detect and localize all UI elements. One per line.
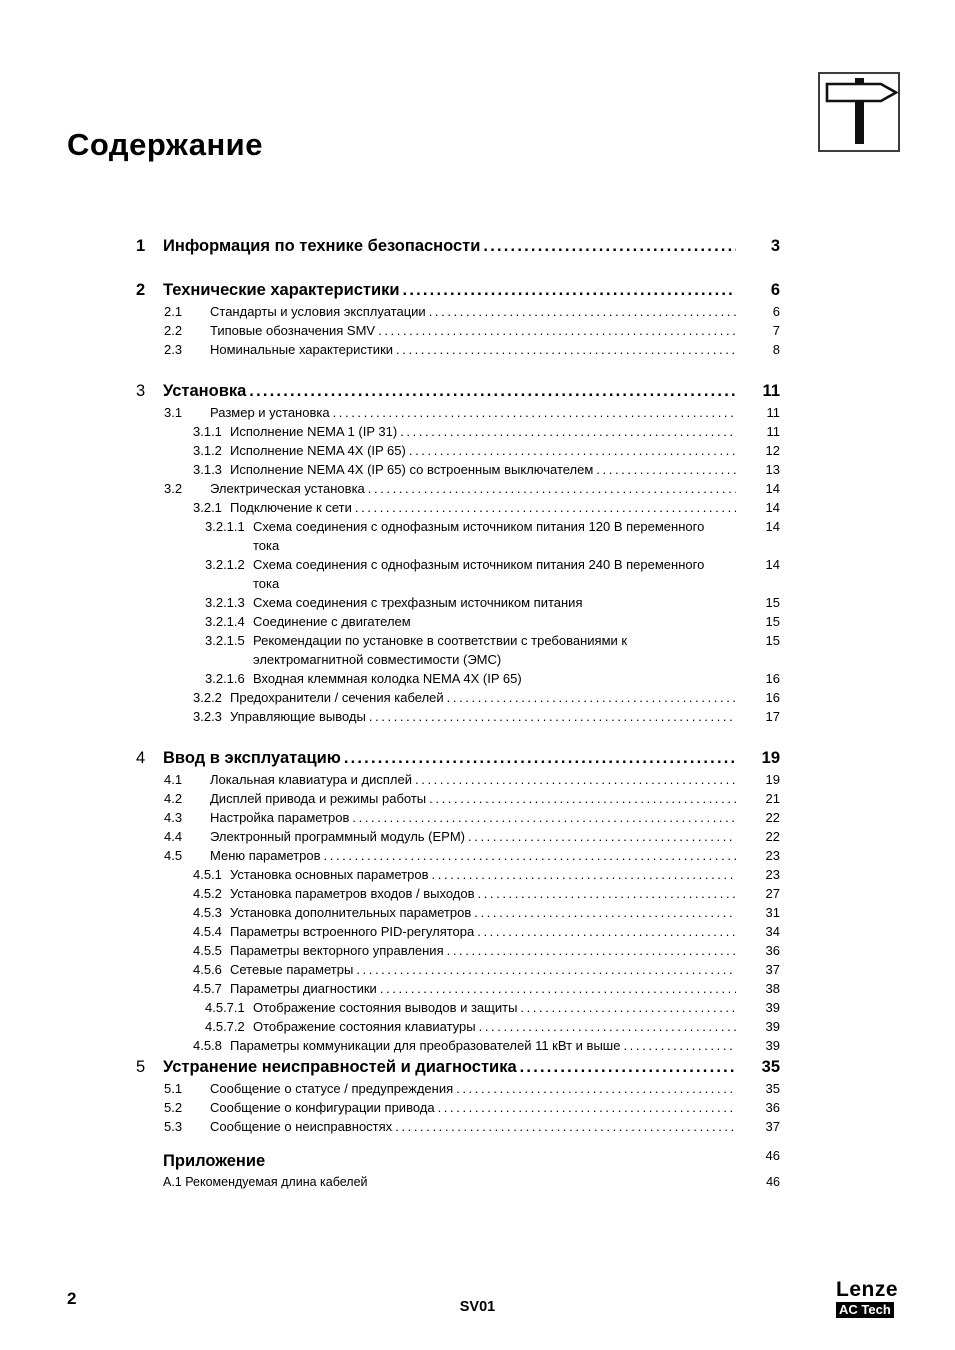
toc-entry-number: 5.3 xyxy=(164,1119,183,1134)
toc-dot-leader xyxy=(477,922,736,941)
toc-entry-label: Номинальные характеристики xyxy=(210,342,394,357)
toc-row xyxy=(136,789,780,808)
toc-row xyxy=(136,922,780,941)
toc-row xyxy=(136,302,780,321)
toc-entry-number: 3.2.2 xyxy=(193,690,222,705)
toc-entry-number: 3.1.2 xyxy=(193,443,222,458)
toc-dot-leader xyxy=(344,746,736,770)
toc-entry-label: Схема соединения с однофазным источником питания 120 В переменного тока xyxy=(253,519,705,553)
toc-entry-number: 2 xyxy=(136,281,146,299)
toc-entry-label: Управляющие выводы xyxy=(230,709,366,724)
toc-entry-label: Меню параметров xyxy=(210,848,321,863)
toc-entry-page: 15 xyxy=(765,614,781,629)
toc-entry-label: Установка дополнительных параметров xyxy=(230,905,472,920)
toc-entry-page: 23 xyxy=(765,867,780,882)
toc-dot-leader xyxy=(356,960,736,979)
toc-row xyxy=(136,1098,780,1117)
toc-entry-label: Отображение состояния выводов и защиты xyxy=(253,1000,518,1015)
toc-row xyxy=(136,941,780,960)
toc-entry-number: 3.2.1.2 xyxy=(205,557,245,572)
toc-entry-label: Схема соединения с однофазным источником питания 240 В переменного тока xyxy=(253,557,705,591)
toc-entry-label: Исполнение NEMA 4X (IP 65) xyxy=(230,443,406,458)
toc-row xyxy=(136,441,780,460)
toc-entry-number: 5.2 xyxy=(164,1100,183,1115)
toc-entry-number: 4 xyxy=(136,749,146,767)
toc-entry-page: 13 xyxy=(765,462,780,477)
toc-entry-label: Сообщение о статусе / предупреждения xyxy=(210,1081,454,1096)
toc-entry-number: 2.3 xyxy=(164,342,183,357)
toc-entry-label: Типовые обозначения SMV xyxy=(210,323,376,338)
toc-dot-leader xyxy=(396,340,736,359)
toc-row xyxy=(136,612,780,631)
toc-dot-leader xyxy=(623,1036,736,1055)
toc-row xyxy=(136,1055,780,1079)
toc-entry-label: Входная клеммная колодка NEMA 4X (IP 65) xyxy=(253,671,522,686)
toc-row xyxy=(136,403,780,422)
toc-entry-page: 11 xyxy=(766,424,780,439)
toc-entry-page: 12 xyxy=(765,443,780,458)
toc-dot-leader xyxy=(429,789,736,808)
toc-row xyxy=(136,688,780,707)
toc-entry-page: 8 xyxy=(772,342,780,357)
toc-dot-leader xyxy=(324,846,736,865)
toc-row xyxy=(136,960,780,979)
toc-dot-leader xyxy=(369,707,736,726)
toc-entry-number: 4.5 xyxy=(164,848,183,863)
toc-entry-number: 4.5.7.1 xyxy=(205,1000,245,1015)
toc-entry-number: 3.1.1 xyxy=(193,424,222,439)
toc-entry-page: 11 xyxy=(766,405,780,420)
toc-entry-number: 3.2 xyxy=(164,481,183,496)
toc-entry-page: 46 xyxy=(766,1175,781,1189)
toc-row xyxy=(136,770,780,789)
toc-entry-page: 23 xyxy=(765,848,780,863)
toc-entry-number: 3 xyxy=(136,382,146,400)
toc-dot-leader xyxy=(368,479,736,498)
toc-entry-page: 36 xyxy=(765,1100,780,1115)
signpost-icon-graphic xyxy=(820,74,898,150)
toc-entry-label: Предохранители / сечения кабелей xyxy=(230,690,444,705)
toc-entry-label: Локальная клавиатура и дисплей xyxy=(210,772,413,787)
footer-page-number: 2 xyxy=(67,1289,77,1308)
toc-entry-label: Параметры векторного управления xyxy=(230,943,444,958)
toc-dot-leader xyxy=(520,1055,736,1079)
toc-entry-number: 4.5.7 xyxy=(193,981,222,996)
toc-entry-number: 4.5.7.2 xyxy=(205,1019,245,1034)
toc-row xyxy=(136,1117,780,1136)
toc-dot-leader xyxy=(483,234,736,258)
toc-entry-page: 14 xyxy=(765,557,780,572)
toc-entry-page: 16 xyxy=(765,690,780,705)
toc-entry-number: 1 xyxy=(136,237,146,255)
toc-dot-leader xyxy=(429,302,736,321)
toc-entry-label: Стандарты и условия эксплуатации xyxy=(210,304,426,319)
toc-entry-label: Рекомендации по установке в соответствии с требованиями к электромагнитной совместимости (ЭМС) xyxy=(253,633,628,667)
toc-row xyxy=(136,555,780,593)
toc-entry-number: 4.5.3 xyxy=(193,905,222,920)
toc-row xyxy=(136,865,780,884)
toc-row xyxy=(136,1079,780,1098)
toc-dot-leader xyxy=(468,827,736,846)
toc-entry-number: 2.1 xyxy=(164,304,183,319)
toc-row xyxy=(136,903,780,922)
toc-entry-number: 4.5.8 xyxy=(193,1038,222,1053)
toc-entry-label: Электронный программный модуль (EPM) xyxy=(210,829,466,844)
toc-row xyxy=(136,498,780,517)
toc-row xyxy=(136,379,780,403)
toc-entry-number: 3.2.1.6 xyxy=(205,671,245,686)
toc-entry-number: 4.5.2 xyxy=(193,886,222,901)
toc-entry-number: 4.5.6 xyxy=(193,962,222,977)
brand-sub-badge: AC Tech xyxy=(836,1302,894,1318)
toc-entry-label: Сообщение о конфигурации привода xyxy=(210,1100,435,1115)
toc-entry-number: 3.2.1.5 xyxy=(205,633,245,648)
toc-row xyxy=(136,808,780,827)
signpost-icon xyxy=(818,72,900,152)
toc-entry-page: 19 xyxy=(761,749,780,767)
toc-dot-leader xyxy=(447,688,736,707)
toc-entry-page: 22 xyxy=(765,810,780,825)
toc-entry-label: Подключение к сети xyxy=(230,500,352,515)
toc-entry-number: 4.2 xyxy=(164,791,183,806)
toc-entry-number: 3.2.1.4 xyxy=(205,614,245,629)
toc-dot-leader xyxy=(438,1098,736,1117)
toc-entry-label: Параметры коммуникации для преобразователей 11 кВт и выше xyxy=(230,1038,621,1053)
toc-row xyxy=(136,479,780,498)
toc-entry-page: 11 xyxy=(762,382,780,400)
toc-entry-label: Установка xyxy=(163,382,247,400)
toc-row xyxy=(136,1173,780,1192)
toc-entry-page: 22 xyxy=(765,829,780,844)
toc-dot-leader xyxy=(478,884,737,903)
toc-dot-leader xyxy=(352,808,736,827)
lenze-ac-tech-logo xyxy=(836,1279,898,1319)
toc-entry-page: 39 xyxy=(765,1000,780,1015)
toc-row xyxy=(136,707,780,726)
toc-row xyxy=(136,884,780,903)
toc-entry-page: 19 xyxy=(765,772,780,787)
toc-entry-label: Установка основных параметров xyxy=(230,867,429,882)
toc-dot-leader xyxy=(415,770,736,789)
toc-entry-page: 3 xyxy=(770,237,780,255)
toc-entry-page: 15 xyxy=(765,595,780,610)
toc-entry-page: 37 xyxy=(765,1119,780,1134)
toc-entry-label: Исполнение NEMA 1 (IP 31) xyxy=(230,424,398,439)
toc-row xyxy=(136,422,780,441)
brand-name: Lenze xyxy=(836,1278,899,1301)
toc-entry-number: 4.4 xyxy=(164,829,183,844)
toc-dot-leader xyxy=(355,498,736,517)
toc-entry-page: 6 xyxy=(770,281,780,299)
toc-entry-number: 4.5.1 xyxy=(193,867,222,882)
toc-entry-page: 39 xyxy=(765,1038,780,1053)
toc-dot-leader xyxy=(520,998,736,1017)
toc-entry-page: 35 xyxy=(765,1081,780,1096)
toc-entry-label: A.1 Рекомендуемая длина кабелей xyxy=(163,1175,368,1189)
toc-entry-number: 3.2.3 xyxy=(193,709,222,724)
toc-entry-label: Устранение неисправностей и диагностика xyxy=(163,1058,517,1076)
toc-entry-page: 15 xyxy=(765,633,780,648)
toc-row xyxy=(136,846,780,865)
toc-row xyxy=(136,593,780,612)
toc-row xyxy=(136,631,780,669)
toc-row xyxy=(136,234,780,258)
toc-entry-label: Ввод в эксплуатацию xyxy=(163,749,341,767)
toc-dot-leader xyxy=(333,403,736,422)
toc-row xyxy=(136,1017,780,1036)
toc-entry-page: 7 xyxy=(772,323,780,338)
toc-entry-page: 17 xyxy=(765,709,780,724)
toc-entry-page: 35 xyxy=(761,1058,780,1076)
toc-dot-leader xyxy=(479,1017,736,1036)
toc-entry-number: 3.2.1.1 xyxy=(205,519,245,534)
toc-row xyxy=(136,746,780,770)
toc-row xyxy=(136,669,780,688)
page-title: Содержание xyxy=(67,126,263,162)
toc-row xyxy=(136,460,780,479)
toc-dot-leader xyxy=(249,379,736,403)
toc-dot-leader xyxy=(596,460,736,479)
toc-entry-page: 27 xyxy=(765,886,780,901)
toc-entry-label: Соединение с двигателем xyxy=(253,614,411,629)
toc-entry-label: Электрическая установка xyxy=(210,481,365,496)
toc-entry-label: Технические характеристики xyxy=(163,281,400,299)
toc-entry-label: Параметры встроенного PID-регулятора xyxy=(230,924,475,939)
toc-entry-page: 6 xyxy=(772,304,780,319)
toc-row xyxy=(136,1150,780,1173)
toc-dot-leader xyxy=(403,278,736,302)
toc-entry-page: 31 xyxy=(765,905,780,920)
toc-entry-number: 4.5.4 xyxy=(193,924,222,939)
toc-entry-label: Сообщение о неисправностях xyxy=(210,1119,393,1134)
toc-entry-number: 4.5.5 xyxy=(193,943,222,958)
toc-entry-number: 3.2.1 xyxy=(193,500,222,515)
table-of-contents xyxy=(136,234,780,1192)
toc-entry-number: 3.2.1.3 xyxy=(205,595,245,610)
toc-row xyxy=(136,979,780,998)
toc-dot-leader xyxy=(409,441,736,460)
toc-entry-page: 16 xyxy=(765,671,780,686)
toc-entry-label: Исполнение NEMA 4X (IP 65) со встроенным выключателем xyxy=(230,462,594,477)
toc-entry-number: 3.1 xyxy=(164,405,183,420)
toc-entry-label: Параметры диагностики xyxy=(230,981,377,996)
toc-entry-page: 34 xyxy=(765,924,780,939)
toc-entry-label: Информация по технике безопасности xyxy=(163,237,481,255)
toc-entry-page: 38 xyxy=(765,981,780,996)
toc-entry-label: Размер и установка xyxy=(210,405,330,420)
footer-doc-code: SV01 xyxy=(459,1299,496,1315)
toc-entry-page: 46 xyxy=(765,1148,780,1163)
toc-entry-page: 39 xyxy=(765,1019,780,1034)
toc-entry-label: Дисплей привода и режимы работы xyxy=(210,791,427,806)
toc-entry-number: 2.2 xyxy=(164,323,183,338)
toc-entry-label: Установка параметров входов / выходов xyxy=(230,886,475,901)
toc-entry-label: Схема соединения с трехфазным источником питания xyxy=(253,595,583,610)
toc-row xyxy=(136,340,780,359)
toc-dot-leader xyxy=(395,1117,736,1136)
toc-dot-leader xyxy=(400,422,736,441)
toc-entry-number: 4.3 xyxy=(164,810,183,825)
toc-entry-label: Сетевые параметры xyxy=(230,962,354,977)
toc-entry-label: Приложение xyxy=(163,1152,266,1170)
toc-dot-leader xyxy=(456,1079,736,1098)
toc-entry-label: Настройка параметров xyxy=(210,810,350,825)
toc-entry-number: 3.1.3 xyxy=(193,462,222,477)
toc-row xyxy=(136,321,780,340)
toc-entry-label: Отображение состояния клавиатуры xyxy=(253,1019,476,1034)
toc-entry-number: 5.1 xyxy=(164,1081,183,1096)
toc-row xyxy=(136,1036,780,1055)
toc-row xyxy=(136,827,780,846)
toc-dot-leader xyxy=(378,321,736,340)
toc-dot-leader xyxy=(474,903,736,922)
toc-row xyxy=(136,998,780,1017)
toc-entry-page: 14 xyxy=(765,481,780,496)
toc-dot-leader xyxy=(447,941,736,960)
toc-dot-leader xyxy=(380,979,736,998)
toc-entry-page: 14 xyxy=(765,500,780,515)
toc-entry-page: 14 xyxy=(765,519,780,534)
toc-entry-page: 37 xyxy=(765,962,780,977)
toc-entry-number: 4.1 xyxy=(164,772,183,787)
toc-row xyxy=(136,517,780,555)
toc-entry-page: 21 xyxy=(765,791,780,806)
toc-row xyxy=(136,278,780,302)
toc-entry-number: 5 xyxy=(136,1058,146,1076)
toc-entry-page: 36 xyxy=(765,943,780,958)
toc-dot-leader xyxy=(432,865,736,884)
